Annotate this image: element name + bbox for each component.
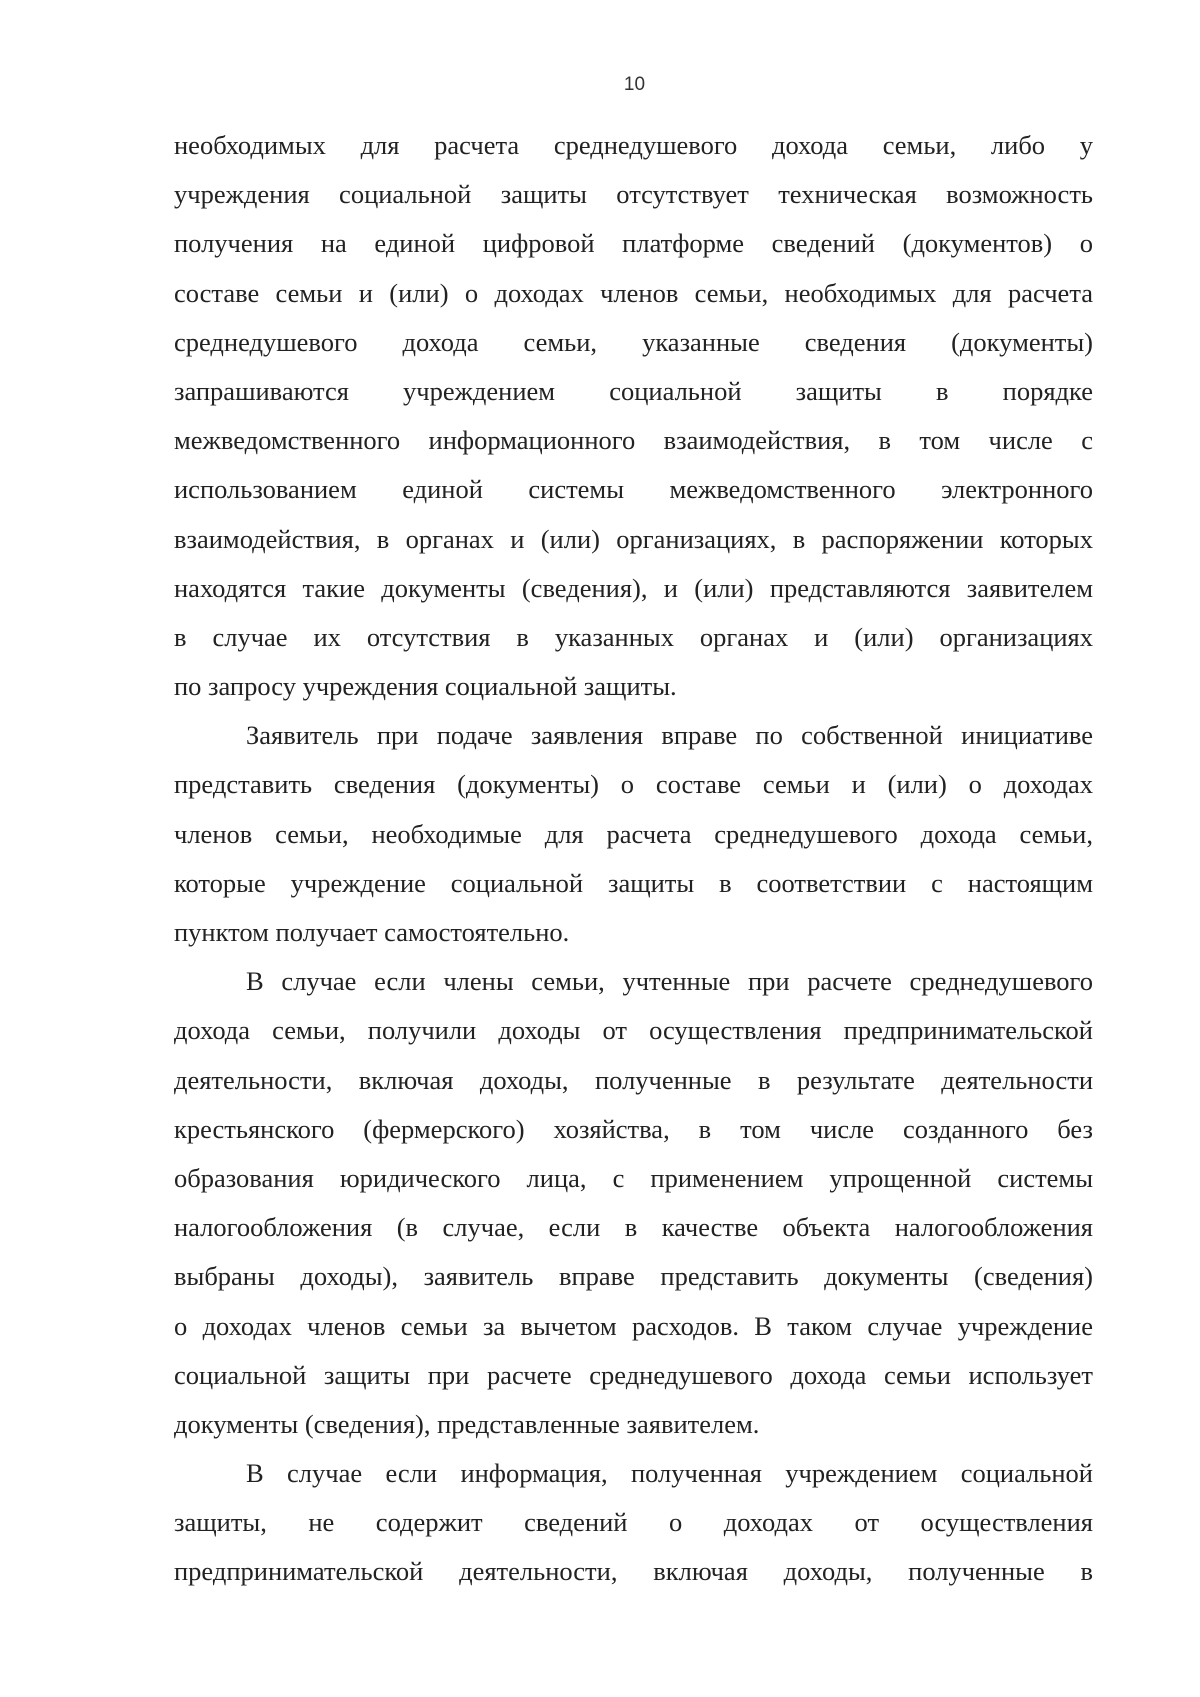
text-line: документы (сведения), представленные заявителем. xyxy=(174,1408,760,1439)
text-line: использованием единой системы межведомственного электронного xyxy=(174,474,1093,505)
text-line: по запросу учреждения социальной защиты. xyxy=(174,671,677,702)
text-line: находятся такие документы (сведения), и (или) представляются заявителем xyxy=(174,572,1093,603)
text-line: В случае если информация, полученная учреждением социальной xyxy=(246,1458,1093,1489)
text-line: защиты, не содержит сведений о доходах от осуществления xyxy=(174,1507,1093,1538)
text-line: Заявитель при подаче заявления вправе по собственной инициативе xyxy=(246,720,1093,751)
page-number: 10 xyxy=(623,74,646,95)
text-line: налогообложения (в случае, если в качестве объекта налогообложения xyxy=(174,1212,1093,1243)
text-line: крестьянского (фермерского) хозяйства, в том числе созданного без xyxy=(174,1113,1093,1144)
paragraph xyxy=(174,121,1093,711)
text-line: социальной защиты при расчете среднедушевого дохода семьи использует xyxy=(174,1359,1093,1390)
text-line: о доходах членов семьи за вычетом расходов. В таком случае учреждение xyxy=(174,1310,1093,1341)
text-line: учреждения социальной защиты отсутствует техническая возможность xyxy=(174,179,1093,210)
paragraph xyxy=(174,957,1093,1449)
text-line: необходимых для расчета среднедушевого дохода семьи, либо у xyxy=(174,130,1093,160)
text-line: членов семьи, необходимые для расчета среднедушевого дохода семьи, xyxy=(174,818,1093,849)
document-body xyxy=(174,121,1093,1597)
text-line: представить сведения (документы) о составе семьи и (или) о доходах xyxy=(174,769,1093,800)
paragraph xyxy=(174,1449,1093,1597)
text-line: в случае их отсутствия в указанных органах и (или) организациях xyxy=(174,621,1093,652)
text-line: запрашиваются учреждением социальной защиты в порядке xyxy=(174,375,1093,406)
text-line: межведомственного информационного взаимодействия, в том числе с xyxy=(174,425,1093,456)
text-line: пунктом получает самостоятельно. xyxy=(174,917,570,947)
paragraph xyxy=(174,711,1093,957)
text-line: получения на единой цифровой платформе сведений (документов) о xyxy=(174,228,1093,259)
text-line: дохода семьи, получили доходы от осуществления предпринимательской xyxy=(174,1015,1093,1046)
text-line: предпринимательской деятельности, включая доходы, полученные в xyxy=(174,1556,1093,1587)
text-line: взаимодействия, в органах и (или) организациях, в распоряжении которых xyxy=(174,523,1093,554)
text-line: составе семьи и (или) о доходах членов семьи, необходимых для расчета xyxy=(174,277,1093,308)
text-line: В случае если члены семьи, учтенные при расчете среднедушевого xyxy=(246,966,1093,997)
text-line: образования юридического лица, с применением упрощенной системы xyxy=(174,1162,1093,1193)
text-line: выбраны доходы), заявитель вправе представить документы (сведения) xyxy=(174,1261,1093,1292)
text-line: деятельности, включая доходы, полученные в результате деятельности xyxy=(174,1064,1093,1095)
text-line: среднедушевого дохода семьи, указанные сведения (документы) xyxy=(174,326,1093,357)
text-line: которые учреждение социальной защиты в соответствии с настоящим xyxy=(174,867,1093,898)
